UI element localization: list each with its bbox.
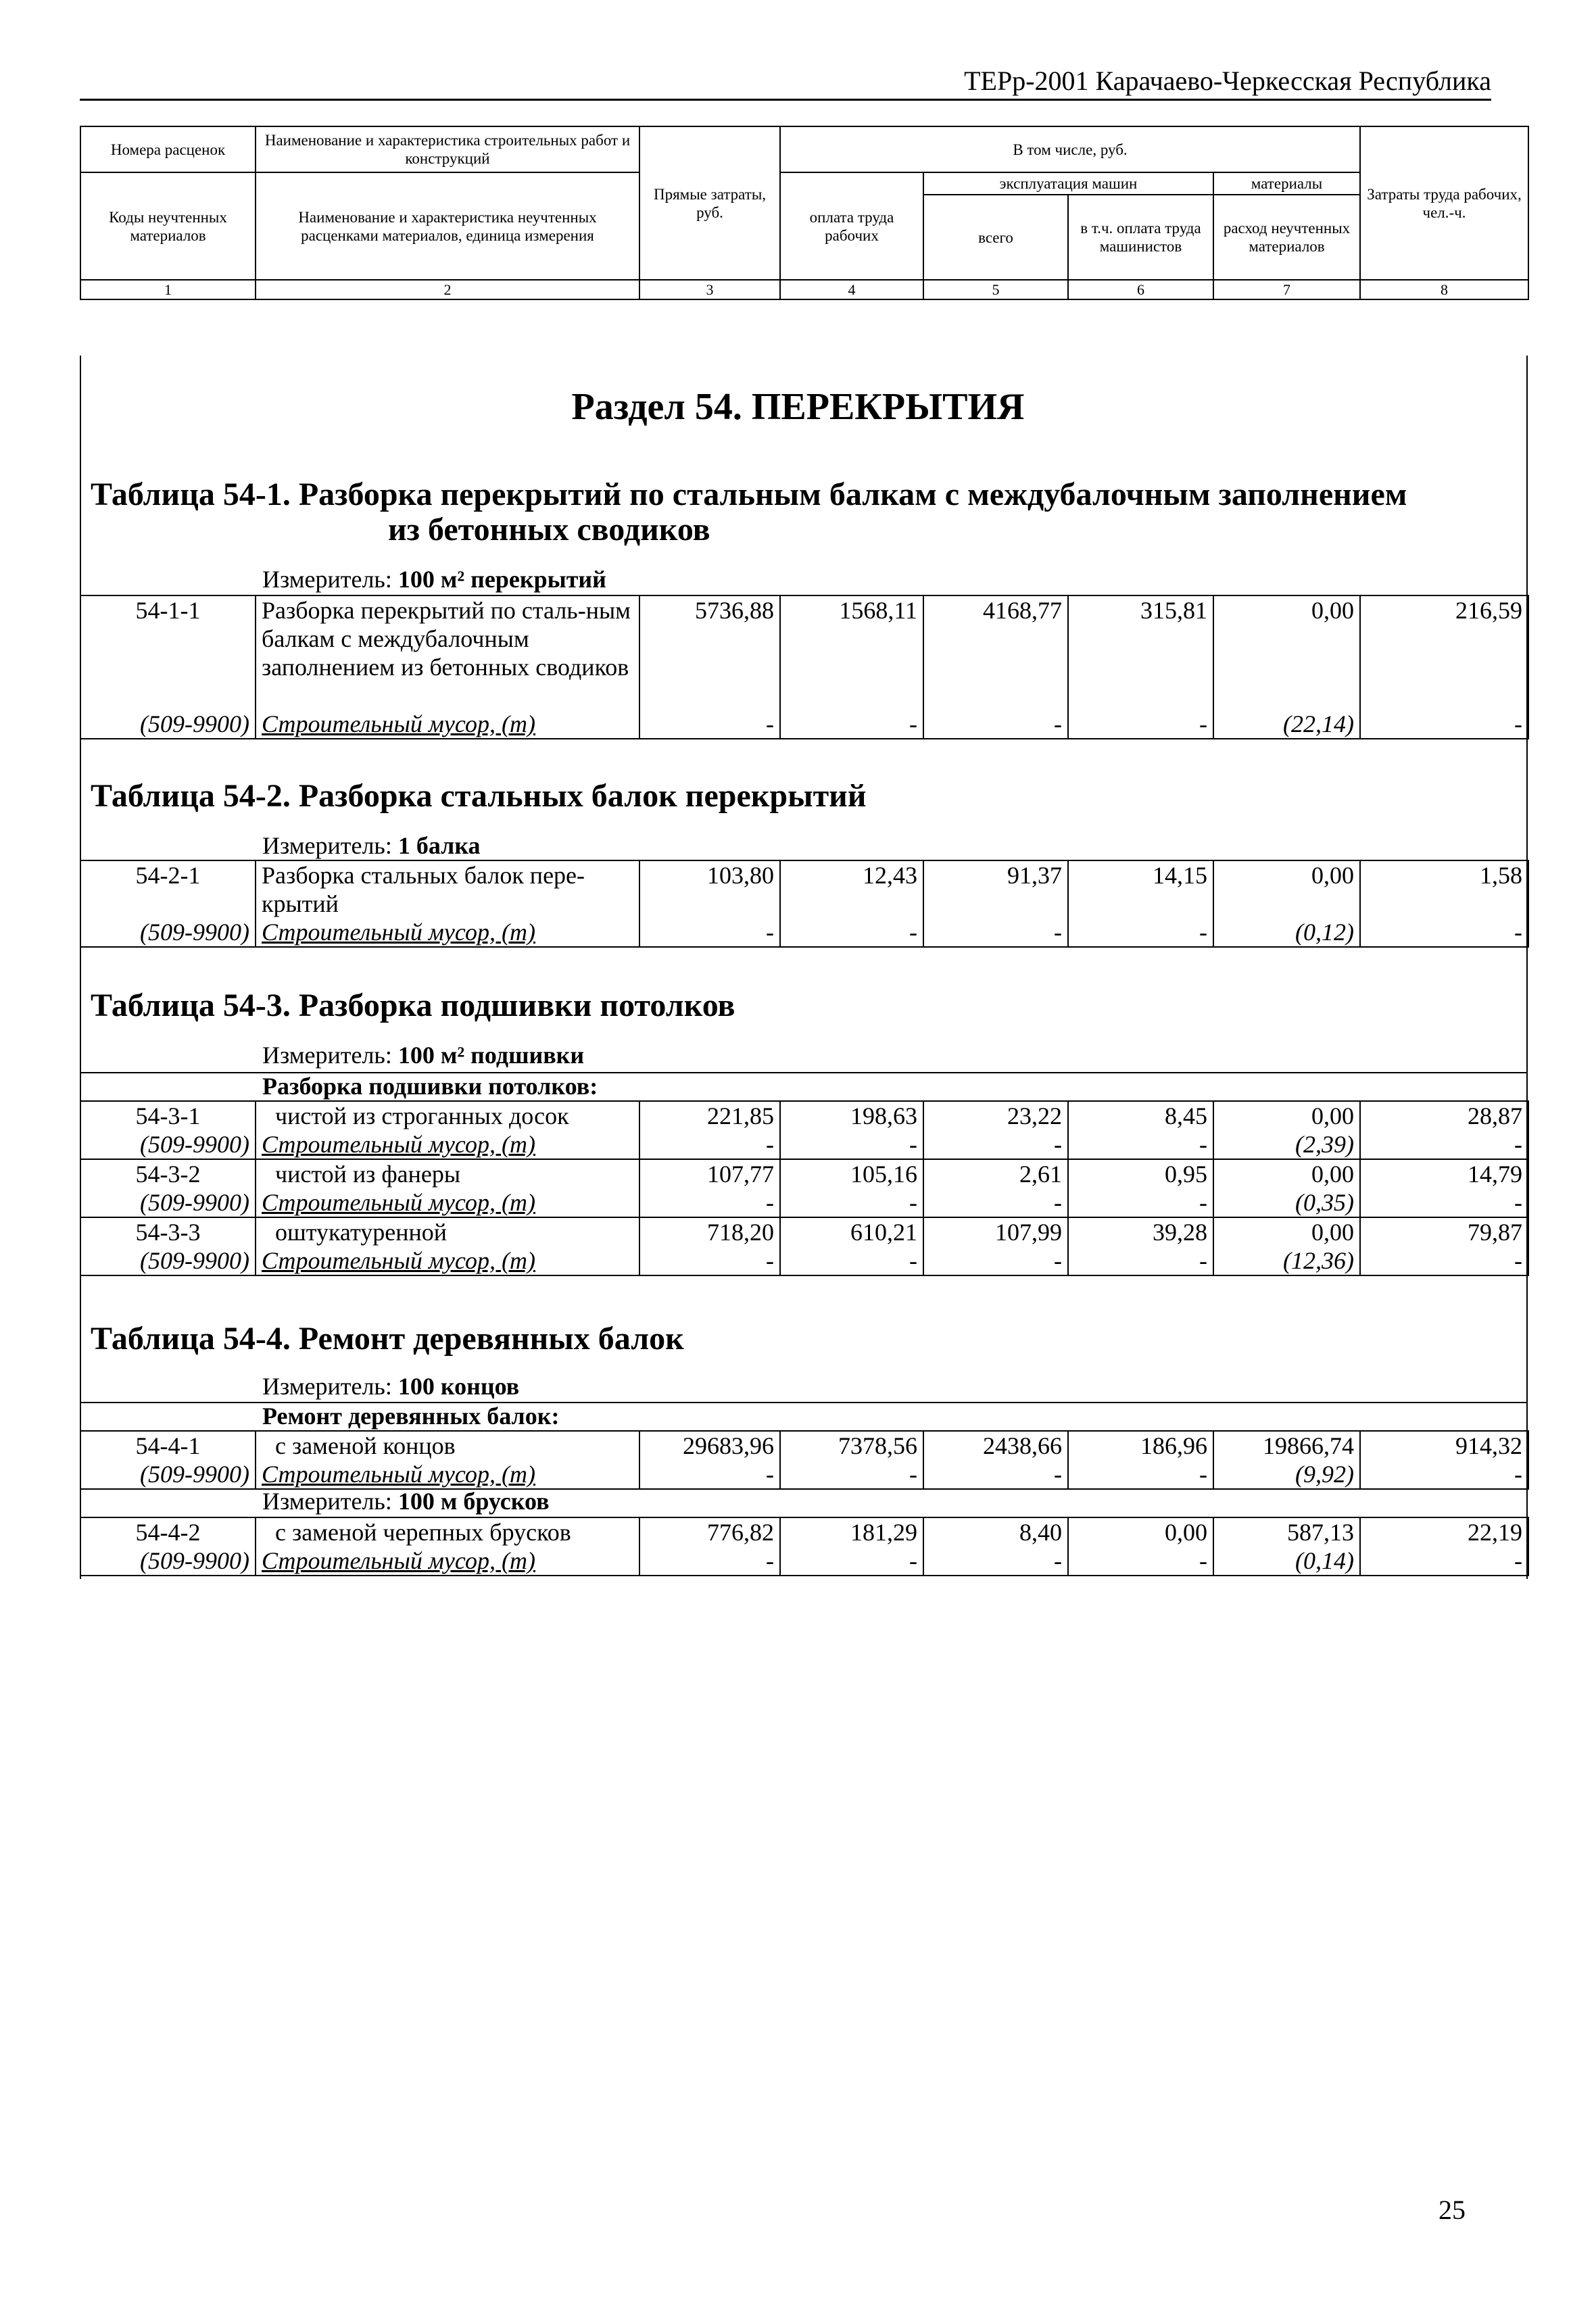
col-number: 1: [80, 280, 256, 299]
rate-table: [80, 1430, 1529, 1490]
rate-name: чистой из фанеры: [256, 1159, 639, 1188]
direct-cost: -: [639, 918, 780, 947]
rate-name: с заменой концов: [256, 1431, 639, 1460]
machinist-pay: 0,95: [1068, 1159, 1213, 1188]
machines-header: эксплуатация машин: [923, 172, 1213, 195]
machinist-pay: -: [1068, 1460, 1213, 1489]
rate-name: Разборка стальных балок пере-крытий: [256, 860, 639, 918]
direct-cost: -: [639, 710, 780, 739]
col2-top-header: Наименование и характеристика строительных работ и конструкций: [256, 126, 639, 172]
rate-table: [80, 1100, 1529, 1276]
labor-hours: 28,87: [1360, 1101, 1528, 1130]
labor-hours: -: [1360, 1546, 1528, 1576]
rate-code: 54-3-3: [80, 1217, 256, 1246]
labor-pay: -: [780, 918, 923, 947]
col2-bottom-header: Наименование и характеристика неучтенных расценками материалов, единица измерения: [256, 172, 639, 280]
rate-code: 54-3-1: [80, 1101, 256, 1130]
direct-cost: 107,77: [639, 1159, 780, 1188]
rate-code: 54-4-1: [80, 1431, 256, 1460]
labor-hours: 14,79: [1360, 1159, 1528, 1188]
col-number: 6: [1068, 280, 1213, 299]
direct-cost: -: [639, 1188, 780, 1217]
machines-total: -: [923, 918, 1068, 947]
measure-prefix: Измеритель:: [262, 1373, 398, 1400]
material-consumption: (9,92): [1213, 1460, 1360, 1489]
machinist-pay: -: [1068, 918, 1213, 947]
material-code: (509-9900): [80, 918, 256, 947]
machines-total: 107,99: [923, 1217, 1068, 1246]
direct-cost: 103,80: [639, 860, 780, 918]
materials-header: материалы: [1213, 172, 1360, 195]
material-consumption: (2,39): [1213, 1130, 1360, 1159]
labor-hours: -: [1360, 1188, 1528, 1217]
col-number: 7: [1213, 280, 1360, 299]
rate-code: 54-4-2: [80, 1517, 256, 1546]
machinist-pay: -: [1068, 710, 1213, 739]
materials-cost: 587,13: [1213, 1517, 1360, 1546]
direct-cost: -: [639, 1246, 780, 1275]
labor-hours: 22,19: [1360, 1517, 1528, 1546]
material-consumption: (0,14): [1213, 1546, 1360, 1576]
labor-pay-header: оплата труда рабочих: [780, 172, 923, 280]
labor-hours: 216,59: [1360, 595, 1528, 710]
material-code: (509-9900): [80, 1546, 256, 1576]
table-title: [91, 477, 1407, 547]
machines-total: 4168,77: [923, 595, 1068, 710]
machinist-pay: -: [1068, 1246, 1213, 1275]
rate-name: с заменой черепных брусков: [256, 1517, 639, 1546]
labor-pay: 12,43: [780, 860, 923, 918]
measure-prefix: Измеритель:: [262, 566, 398, 593]
table-title: [91, 988, 735, 1023]
labor-pay: 105,16: [780, 1159, 923, 1188]
table-title-line1: Таблица 54-4. Ремонт деревянных балок: [91, 1321, 684, 1357]
col-number: 2: [256, 280, 639, 299]
materials-cost: 0,00: [1213, 860, 1360, 918]
table-title-line1: Таблица 54-2. Разборка стальных балок перекрытий: [91, 778, 867, 814]
machines-incl-header: в т.ч. оплата труда машинистов: [1068, 195, 1213, 280]
column-header-table: [80, 126, 1529, 300]
material-consumption: (0,12): [1213, 918, 1360, 947]
machines-total: 2,61: [923, 1159, 1068, 1188]
machines-total: -: [923, 1546, 1068, 1576]
machinist-pay: 315,81: [1068, 595, 1213, 710]
labor-hours: -: [1360, 1130, 1528, 1159]
rate-code: 54-2-1: [80, 860, 256, 918]
rate-name: чистой из строганных досок: [256, 1101, 639, 1130]
direct-cost: 776,82: [639, 1517, 780, 1546]
materials-cost: 19866,74: [1213, 1431, 1360, 1460]
material-consumption: (0,35): [1213, 1188, 1360, 1217]
measure-value: 100 концов: [397, 1373, 520, 1400]
page-number: 25: [1438, 2195, 1466, 2225]
labor-pay: -: [780, 1130, 923, 1159]
machinist-pay: 186,96: [1068, 1431, 1213, 1460]
labor-pay: -: [780, 710, 923, 739]
measure-value: 1 балка: [397, 832, 481, 859]
col-number: 4: [780, 280, 923, 299]
table-title-line1: Таблица 54-3. Разборка подшивки потолков: [91, 988, 735, 1023]
measure-unit: [262, 1487, 550, 1515]
machines-total-header: всего: [923, 195, 1068, 280]
table-title-line2: из бетонных сводиков: [388, 512, 710, 547]
measure-prefix: Измеритель:: [262, 1042, 398, 1069]
rate-table: [80, 1517, 1529, 1576]
measure-unit: [262, 831, 481, 860]
machines-total: 91,37: [923, 860, 1068, 918]
col-number: 3: [639, 280, 780, 299]
rate-table: [80, 595, 1529, 739]
labor-pay: 610,21: [780, 1217, 923, 1246]
running-head: ТЕРр-2001 Карачаево-Черкесская Республика: [80, 65, 1491, 101]
labor-pay: -: [780, 1460, 923, 1489]
section-title: Раздел 54. ПЕРЕКРЫТИЯ: [571, 386, 1025, 428]
direct-cost: 5736,88: [639, 595, 780, 710]
labor-pay: -: [780, 1246, 923, 1275]
materials-cost: 0,00: [1213, 595, 1360, 710]
materials-cost: 0,00: [1213, 1159, 1360, 1188]
labor-pay: 1568,11: [780, 595, 923, 710]
labor-pay: 181,29: [780, 1517, 923, 1546]
material-name: Строительный мусор, (т): [256, 1460, 639, 1489]
labor-pay: 7378,56: [780, 1431, 923, 1460]
labor-pay: -: [780, 1546, 923, 1576]
labor-hours: 79,87: [1360, 1217, 1528, 1246]
table-title: [91, 779, 866, 814]
material-name: Строительный мусор, (т): [256, 1546, 639, 1576]
labor-hours: -: [1360, 710, 1528, 739]
labor-cost-header: Затраты труда рабочих, чел.-ч.: [1360, 126, 1528, 280]
labor-hours: 1,58: [1360, 860, 1528, 918]
material-code: (509-9900): [80, 1460, 256, 1489]
machines-total: -: [923, 1188, 1068, 1217]
material-code: (509-9900): [80, 1246, 256, 1275]
labor-hours: 914,32: [1360, 1431, 1528, 1460]
material-name: Строительный мусор, (т): [256, 1188, 639, 1217]
measure-value: 100 м² перекрытий: [397, 566, 606, 593]
labor-pay: 198,63: [780, 1101, 923, 1130]
direct-cost: 221,85: [639, 1101, 780, 1130]
materials-unaccounted-header: расход неучтенных материалов: [1213, 195, 1360, 280]
col-number: 5: [923, 280, 1068, 299]
table-title: [91, 1321, 684, 1357]
direct-cost: -: [639, 1130, 780, 1159]
material-name: Строительный мусор, (т): [256, 1130, 639, 1159]
col-number: 8: [1360, 280, 1528, 299]
labor-hours: -: [1360, 918, 1528, 947]
measure-prefix: Измеритель:: [262, 832, 398, 859]
machinist-pay: 14,15: [1068, 860, 1213, 918]
machines-total: 2438,66: [923, 1431, 1068, 1460]
rate-name: Разборка перекрытий по сталь-ным балкам с междубалочным заполнением из бетонных сводиков: [256, 595, 639, 710]
materials-cost: 0,00: [1213, 1101, 1360, 1130]
labor-pay: -: [780, 1188, 923, 1217]
direct-cost: -: [639, 1460, 780, 1489]
rate-code: 54-1-1: [80, 595, 256, 710]
labor-hours: -: [1360, 1460, 1528, 1489]
machines-total: -: [923, 1246, 1068, 1275]
machinist-pay: 39,28: [1068, 1217, 1213, 1246]
material-consumption: (22,14): [1213, 710, 1360, 739]
material-code: (509-9900): [80, 1188, 256, 1217]
subheading: Разборка подшивки потолков:: [262, 1073, 598, 1100]
measure-unit: [262, 565, 606, 593]
material-name: Строительный мусор, (т): [256, 1246, 639, 1275]
measure-unit: [262, 1041, 584, 1069]
material-code: (509-9900): [80, 710, 256, 739]
col3-header: Прямые затраты, руб.: [639, 126, 780, 280]
col1-bottom-header: Коды неучтенных материалов: [80, 172, 256, 280]
material-code: (509-9900): [80, 1130, 256, 1159]
machinist-pay: -: [1068, 1130, 1213, 1159]
material-consumption: (12,36): [1213, 1246, 1360, 1275]
rate-name: оштукатуренной: [256, 1217, 639, 1246]
material-name: Строительный мусор, (т): [256, 710, 639, 739]
direct-cost: 718,20: [639, 1217, 780, 1246]
direct-cost: 29683,96: [639, 1431, 780, 1460]
machines-total: -: [923, 710, 1068, 739]
measure-value: 100 м брусков: [397, 1488, 550, 1515]
rate-table: [80, 860, 1529, 948]
machines-total: 23,22: [923, 1101, 1068, 1130]
measure-value: 100 м² подшивки: [397, 1042, 585, 1069]
measure-unit: [262, 1372, 519, 1400]
measure-prefix: Измеритель:: [262, 1488, 398, 1515]
direct-cost: -: [639, 1546, 780, 1576]
table-title-line1: Таблица 54-1. Разборка перекрытий по стальным балкам с междубалочным заполнением: [91, 477, 1407, 512]
machines-total: -: [923, 1460, 1068, 1489]
machinist-pay: 8,45: [1068, 1101, 1213, 1130]
material-name: Строительный мусор, (т): [256, 918, 639, 947]
labor-hours: -: [1360, 1246, 1528, 1275]
incl-header: В том числе, руб.: [780, 126, 1360, 172]
machinist-pay: -: [1068, 1188, 1213, 1217]
machines-total: 8,40: [923, 1517, 1068, 1546]
machinist-pay: -: [1068, 1546, 1213, 1576]
col1-top-header: Номера расценок: [80, 126, 256, 172]
subheading: Ремонт деревянных балок:: [262, 1403, 560, 1430]
machinist-pay: 0,00: [1068, 1517, 1213, 1546]
rate-code: 54-3-2: [80, 1159, 256, 1188]
materials-cost: 0,00: [1213, 1217, 1360, 1246]
machines-total: -: [923, 1130, 1068, 1159]
